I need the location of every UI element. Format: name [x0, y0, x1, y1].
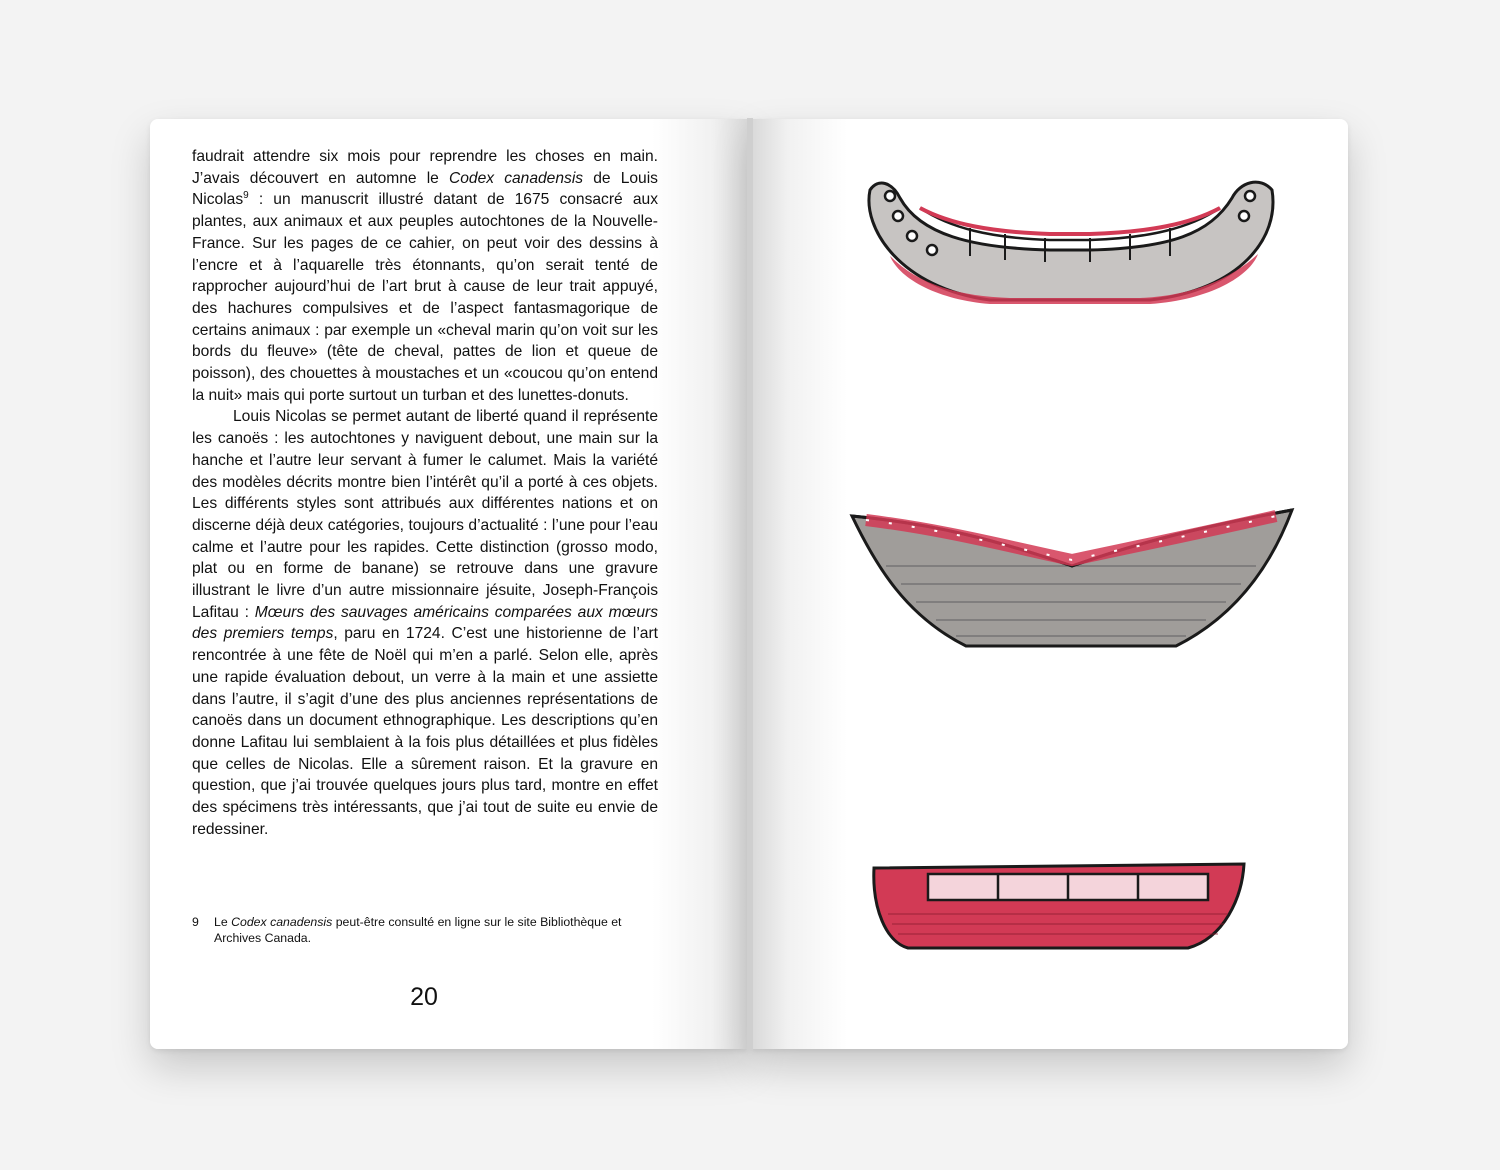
- canoe-flat-illustration: [868, 858, 1248, 954]
- title-codex: Codex canadensis: [448, 169, 584, 187]
- footnote-number: 9: [192, 915, 199, 929]
- book-spine: [747, 118, 753, 1050]
- footnote-text: Le Codex canadensis peut-être consulté en ligne sur le site Bibliothèque et Archives Canada.: [214, 915, 622, 945]
- footnote: [192, 914, 640, 946]
- paragraph-2: Louis Nicolas se permet autant de liberté quand il représente les canoës : les autochtones y naviguent debout, une main sur la hanche et l’autre leur servant à fumer le calumet. Mais la variété des modèles décrits montre bien l’intérêt qu’il a porté à ces objets. Les différents styles sont attribués aux différentes nations et on discerne déjà deux catégories, toujours d’actualité : l’une pour l’eau calme et l’autre pour les rapides. Cette distinction (grosso modo, plat ou en forme de banane) se retrouve dans une gravure illustrant le livre d’un autre missionnaire jésuite, Joseph-François Lafitau : Mœurs des sauvages américains comparées aux mœurs des premiers temps, paru en 1724. C’est une historienne de l’art rencontrée à une fête de Noël qui m’en a parlé. Selon elle, après une rapide évaluation debout, un verre à la main et une assiette dans l’autre, il s’agit d’une des plus anciennes représentations de canoës dans un document ethnographique. Les descriptions qu’en donne Lafitau lui semblaient à la fois plus détaillées et plus fidèles que celles de Nicolas. Elle a sûrement raison. Et la gravure en question, que j’ai trouvée quelques jours plus tard, montre en effet des spécimens très intéressants, que j’ai tout de suite eu envie de redessiner.: [192, 408, 658, 838]
- title-moeurs: Mœurs des sauvages américains comparées aux mœurs des premiers temps: [192, 603, 658, 643]
- body-text: [192, 146, 658, 841]
- footnote-reference: 9: [243, 190, 249, 202]
- paragraph-1: faudrait attendre six mois pour reprendre les choses en main. J’avais découvert en automne le Codex canadensis de Louis Nicolas$^9$ : un manuscrit illustré datant de 1675 consacré aux plantes, aux animaux et aux peuples autochtones de la Nouvelle-France. Sur les pages de ce cahier, on peut voir des dessins à l’encre et à l’aquarelle très étonnants, qu’on serait tenté de rapprocher aujourd’hui de l’art brut à cause de leur trait appuyé, des hachures compulsives et de l’aspect fantasmagorique de certains animaux : par exemple un «cheval marin qu’on voit sur les bords du fleuve» (tête de cheval, pattes de lion et queue de poisson), des chouettes à moustaches et un «coucou qu’on entend la nuit» mais qui porte surtout un turban et des lunettes-donuts.: [192, 148, 658, 404]
- canoe-curved-illustration: [846, 506, 1296, 661]
- page-number: 20: [410, 983, 438, 1011]
- canoe-banana-illustration: [860, 168, 1285, 318]
